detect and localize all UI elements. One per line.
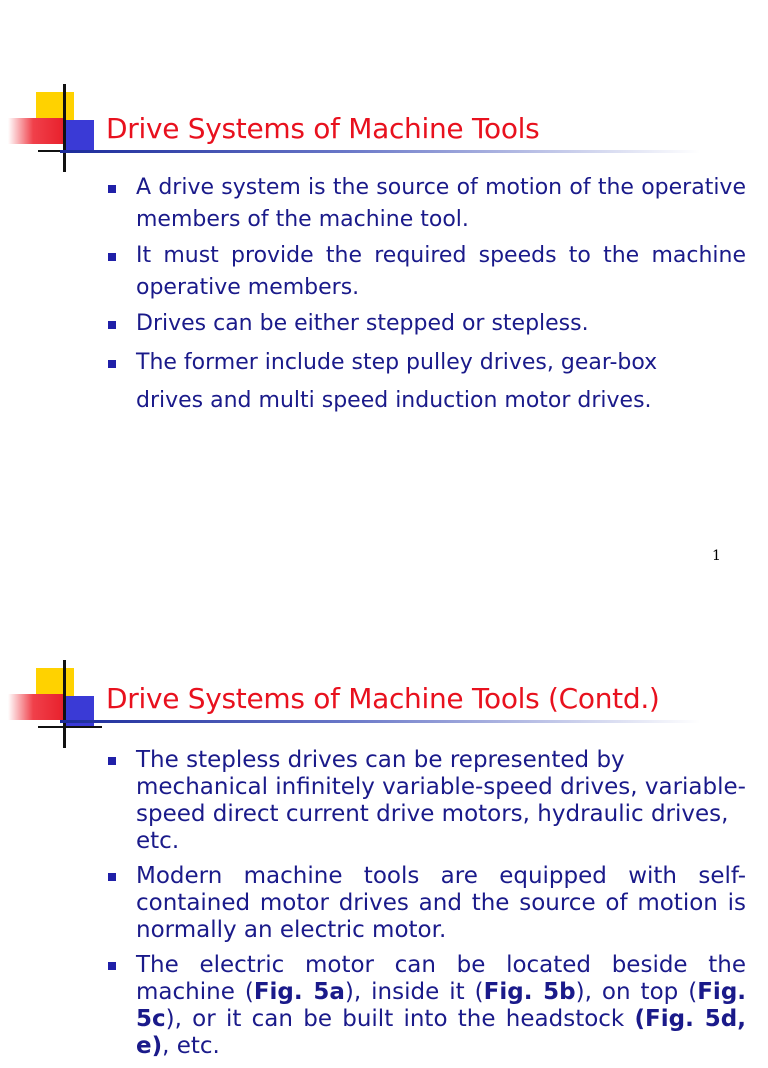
bullet-list	[106, 747, 746, 1068]
bullet-item: It must provide the required speeds to the machine operative members.	[106, 240, 746, 304]
figure-reference: Fig. 5b	[483, 979, 576, 1005]
page-number: 1	[712, 548, 721, 564]
corner-logo-icon	[8, 84, 108, 174]
slide-title: Drive Systems of Machine Tools (Contd.)	[106, 682, 660, 715]
corner-logo-icon	[8, 660, 108, 750]
bullet-square-icon	[108, 360, 116, 368]
bullet-square-icon	[108, 962, 116, 970]
bullet-item: A drive system is the source of motion of the operative members of the machine tool.	[106, 172, 746, 236]
bullet-item: The former include step pulley drives, gear-box drives and multi speed induction motor drives.	[106, 344, 676, 420]
bullet-square-icon	[108, 185, 116, 193]
bullet-item: The stepless drives can be represented by mechanical infinitely variable-speed drives, variable-speed direct current drive motors, hydraulic drives, etc.	[106, 747, 746, 855]
bullet-item: The electric motor can be located beside the machine (Fig. 5a), inside it (Fig. 5b), on top (Fig. 5c), or it can be built into the headstock (Fig. 5d, e), etc.	[106, 952, 746, 1060]
figure-reference: Fig. 5a	[253, 979, 345, 1005]
slide-2	[0, 585, 768, 1059]
slide-title: Drive Systems of Machine Tools	[106, 112, 540, 145]
bullet-square-icon	[108, 253, 116, 261]
bullet-item: Drives can be either stepped or stepless.	[106, 308, 746, 340]
bullet-square-icon	[108, 757, 116, 765]
bullet-list	[106, 172, 746, 424]
figure-reference: Fig. 5c	[136, 979, 747, 1032]
title-underline	[60, 150, 700, 153]
figure-reference: (Fig. 5d, e)	[136, 1006, 746, 1059]
bullet-square-icon	[108, 873, 116, 881]
bullet-square-icon	[108, 321, 116, 329]
title-underline	[60, 720, 700, 723]
bullet-item: Modern machine tools are equipped with self-contained motor drives and the source of motion is normally an electric motor.	[106, 863, 746, 944]
